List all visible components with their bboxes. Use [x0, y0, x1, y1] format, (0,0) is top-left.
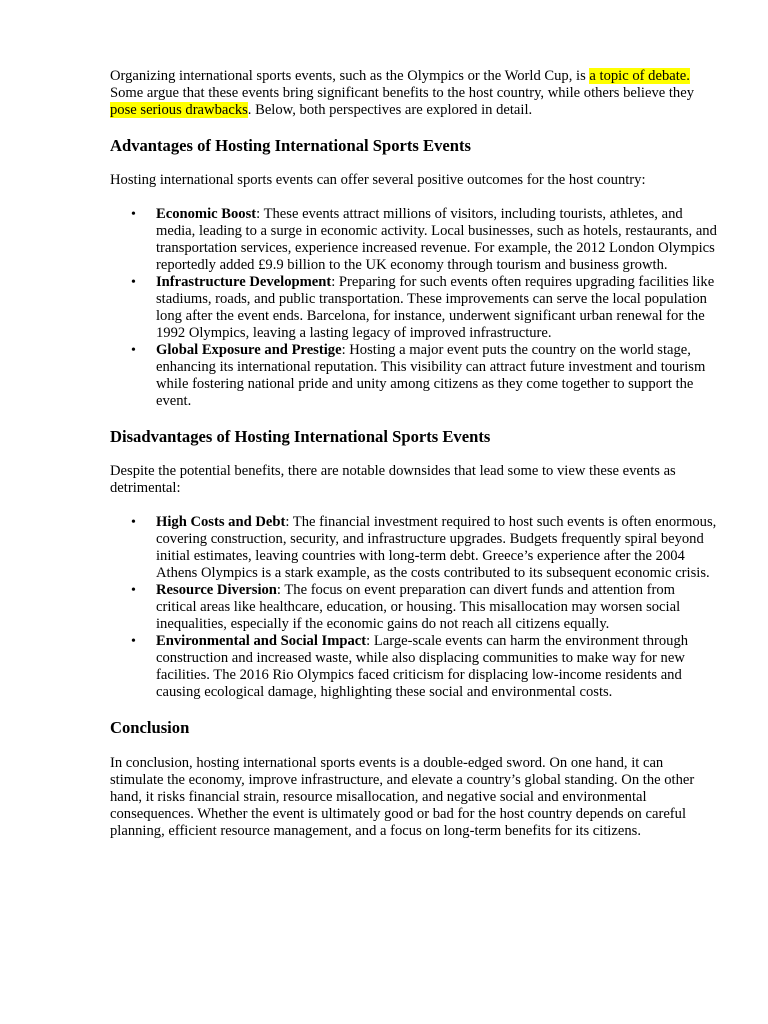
disadvantages-list: [110, 514, 718, 701]
advantages-lead: Hosting international sports events can offer several positive outcomes for the host country:: [110, 172, 646, 188]
item-title: Global Exposure and Prestige: [156, 342, 342, 358]
advantages-heading: Advantages of Hosting International Sports Events: [110, 136, 471, 155]
intro-text-start: Organizing international sports events, such as the Olympics or the World Cup, is: [110, 68, 590, 84]
item-title: High Costs and Debt: [156, 514, 286, 530]
item-text: : Hosting a major event puts the country on the world stage, enhancing its international reputation. This visibility can attract future investment and tourism while fostering national pride and unity among citizens as they come together to support the event.: [156, 342, 706, 409]
highlight-pose-serious-drawbacks: pose serious drawbacks: [110, 102, 248, 118]
list-item: [110, 342, 718, 410]
list-item: [110, 514, 718, 582]
document-page: [110, 68, 718, 840]
list-item: [110, 633, 718, 701]
item-text: : Large-scale events can harm the environment through construction and increased waste, while also displacing communities to make way for new facilities. The 2016 Rio Olympics faced criticism for displacing low-income residents and causing ecological damage, highlighting these social and environmental costs.: [156, 633, 689, 700]
highlight-topic-of-debate: a topic of debate.: [589, 68, 690, 84]
conclusion-heading: Conclusion: [110, 718, 190, 737]
item-text: : The focus on event preparation can divert funds and attention from critical areas like healthcare, education, or housing. This misallocation may worsen social inequalities, especially if the economic gains do not reach all citizens equally.: [156, 582, 681, 632]
bullet-icon: •: [131, 634, 136, 649]
item-title: Infrastructure Development: [156, 274, 332, 290]
intro-text-end: . Below, both perspectives are explored in detail.: [247, 102, 533, 118]
list-item: [110, 274, 718, 342]
item-title: Economic Boost: [156, 206, 257, 222]
bullet-icon: •: [131, 515, 136, 530]
bullet-icon: •: [131, 275, 136, 290]
bullet-icon: •: [131, 583, 136, 598]
item-text: : These events attract millions of visitors, including tourists, athletes, and media, leading to a surge in economic activity. Local businesses, such as hotels, restaurants, and transportation services, experience increased revenue. For example, the 2012 London Olympics reportedly added £9.9 billion to the UK economy through tourism and business growth.: [156, 206, 717, 273]
item-text: : Preparing for such events often requires upgrading facilities like stadiums, roads, and public transportation. These improvements can serve the local population long after the event ends. Barcelona, for instance, underwent significant urban renewal for the 1992 Olympics, leaving a lasting legacy of improved infrastructure.: [156, 274, 715, 341]
disadvantages-heading: Disadvantages of Hosting International Sports Events: [110, 427, 491, 446]
bullet-icon: •: [131, 207, 136, 222]
list-item: [110, 206, 718, 274]
conclusion-paragraph: In conclusion, hosting international sports events is a double-edged sword. On one hand, it can stimulate the economy, improve infrastructure, and elevate a country’s global standing. On the other hand, it risks financial strain, resource misallocation, and negative social and environmental consequences. Whether the event is ultimately good or bad for the host country depends on careful planning, efficient resource management, and a focus on long-term benefits for its citizens.: [110, 755, 695, 839]
intro-paragraph: [110, 68, 718, 119]
disadvantages-lead: Despite the potential benefits, there are notable downsides that lead some to view these events as detrimental:: [110, 463, 676, 496]
list-item: [110, 582, 718, 633]
bullet-icon: •: [131, 343, 136, 358]
item-title: Resource Diversion: [156, 582, 277, 598]
item-title: Environmental and Social Impact: [156, 633, 367, 649]
intro-text-middle: Some argue that these events bring significant benefits to the host country, while others believe they: [110, 85, 695, 101]
item-text: : The financial investment required to host such events is often enormous, covering construction, security, and infrastructure upgrades. Budgets frequently spiral beyond initial estimates, leaving countries with long-term debt. Greece’s experience after the 2004 Athens Olympics is a stark example, as the costs contributed to its subsequent economic crisis.: [156, 514, 717, 581]
advantages-list: [110, 206, 718, 410]
